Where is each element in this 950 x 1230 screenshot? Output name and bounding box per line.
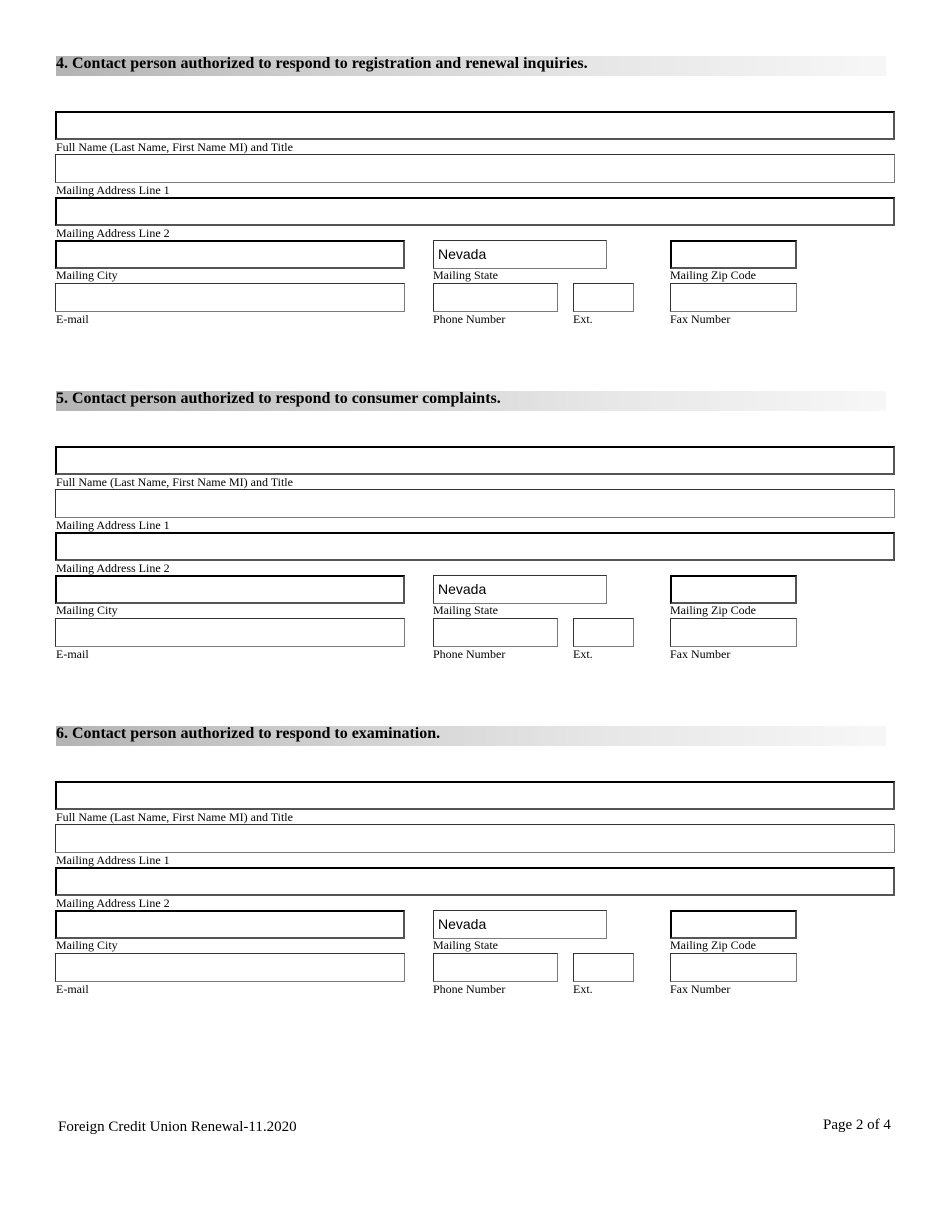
mailing-city-label: Mailing City bbox=[56, 603, 118, 617]
mailing-state-field[interactable]: Nevada bbox=[433, 910, 607, 939]
mailing-zip-field[interactable] bbox=[670, 240, 797, 269]
mailing-city-field[interactable] bbox=[55, 240, 405, 269]
phone-number-field[interactable] bbox=[433, 618, 558, 647]
phone-number-label: Phone Number bbox=[433, 312, 506, 326]
section-6 bbox=[0, 670, 950, 1005]
mailing-zip-label: Mailing Zip Code bbox=[670, 268, 756, 282]
ext-field[interactable] bbox=[573, 953, 634, 982]
ext-label: Ext. bbox=[573, 982, 593, 996]
address-line-2-field[interactable] bbox=[55, 532, 895, 561]
mailing-zip-label: Mailing Zip Code bbox=[670, 938, 756, 952]
full-name-label: Full Name (Last Name, First Name MI) and Title bbox=[56, 475, 293, 489]
mailing-city-field[interactable] bbox=[55, 910, 405, 939]
fax-number-field[interactable] bbox=[670, 283, 797, 312]
address-line-2-field[interactable] bbox=[55, 197, 895, 226]
mailing-state-label: Mailing State bbox=[433, 938, 498, 952]
address-line-2-label: Mailing Address Line 2 bbox=[56, 561, 170, 575]
full-name-field[interactable] bbox=[55, 446, 895, 475]
mailing-city-label: Mailing City bbox=[56, 268, 118, 282]
email-label: E-mail bbox=[56, 647, 89, 661]
ext-field[interactable] bbox=[573, 618, 634, 647]
mailing-zip-field[interactable] bbox=[670, 575, 797, 604]
address-line-1-label: Mailing Address Line 1 bbox=[56, 853, 170, 867]
section-4 bbox=[0, 0, 950, 335]
section-title: 6. Contact person authorized to respond to examination. bbox=[56, 725, 441, 742]
form-identifier: Foreign Credit Union Renewal-11.2020 bbox=[58, 1119, 297, 1135]
address-line-1-field[interactable] bbox=[55, 824, 895, 853]
phone-number-field[interactable] bbox=[433, 953, 558, 982]
email-field[interactable] bbox=[55, 283, 405, 312]
mailing-state-label: Mailing State bbox=[433, 603, 498, 617]
address-line-1-field[interactable] bbox=[55, 489, 895, 518]
mailing-state-field[interactable]: Nevada bbox=[433, 575, 607, 604]
fax-number-field[interactable] bbox=[670, 618, 797, 647]
section-title: 5. Contact person authorized to respond to consumer complaints. bbox=[56, 390, 501, 407]
phone-number-field[interactable] bbox=[433, 283, 558, 312]
page-number: Page 2 of 4 bbox=[823, 1117, 891, 1133]
address-line-2-field[interactable] bbox=[55, 867, 895, 896]
mailing-zip-field[interactable] bbox=[670, 910, 797, 939]
mailing-city-field[interactable] bbox=[55, 575, 405, 604]
fax-number-label: Fax Number bbox=[670, 647, 731, 661]
address-line-1-label: Mailing Address Line 1 bbox=[56, 518, 170, 532]
section-title: 4. Contact person authorized to respond to registration and renewal inquiries. bbox=[56, 55, 588, 72]
email-label: E-mail bbox=[56, 982, 89, 996]
mailing-state-field[interactable]: Nevada bbox=[433, 240, 607, 269]
address-line-2-label: Mailing Address Line 2 bbox=[56, 896, 170, 910]
ext-label: Ext. bbox=[573, 312, 593, 326]
address-line-1-label: Mailing Address Line 1 bbox=[56, 183, 170, 197]
full-name-field[interactable] bbox=[55, 781, 895, 810]
mailing-city-label: Mailing City bbox=[56, 938, 118, 952]
full-name-label: Full Name (Last Name, First Name MI) and Title bbox=[56, 140, 293, 154]
fax-number-label: Fax Number bbox=[670, 312, 731, 326]
email-field[interactable] bbox=[55, 953, 405, 982]
address-line-2-label: Mailing Address Line 2 bbox=[56, 226, 170, 240]
mailing-state-label: Mailing State bbox=[433, 268, 498, 282]
address-line-1-field[interactable] bbox=[55, 154, 895, 183]
ext-label: Ext. bbox=[573, 647, 593, 661]
email-field[interactable] bbox=[55, 618, 405, 647]
section-5 bbox=[0, 335, 950, 670]
phone-number-label: Phone Number bbox=[433, 647, 506, 661]
fax-number-field[interactable] bbox=[670, 953, 797, 982]
phone-number-label: Phone Number bbox=[433, 982, 506, 996]
fax-number-label: Fax Number bbox=[670, 982, 731, 996]
ext-field[interactable] bbox=[573, 283, 634, 312]
mailing-zip-label: Mailing Zip Code bbox=[670, 603, 756, 617]
full-name-field[interactable] bbox=[55, 111, 895, 140]
full-name-label: Full Name (Last Name, First Name MI) and Title bbox=[56, 810, 293, 824]
email-label: E-mail bbox=[56, 312, 89, 326]
